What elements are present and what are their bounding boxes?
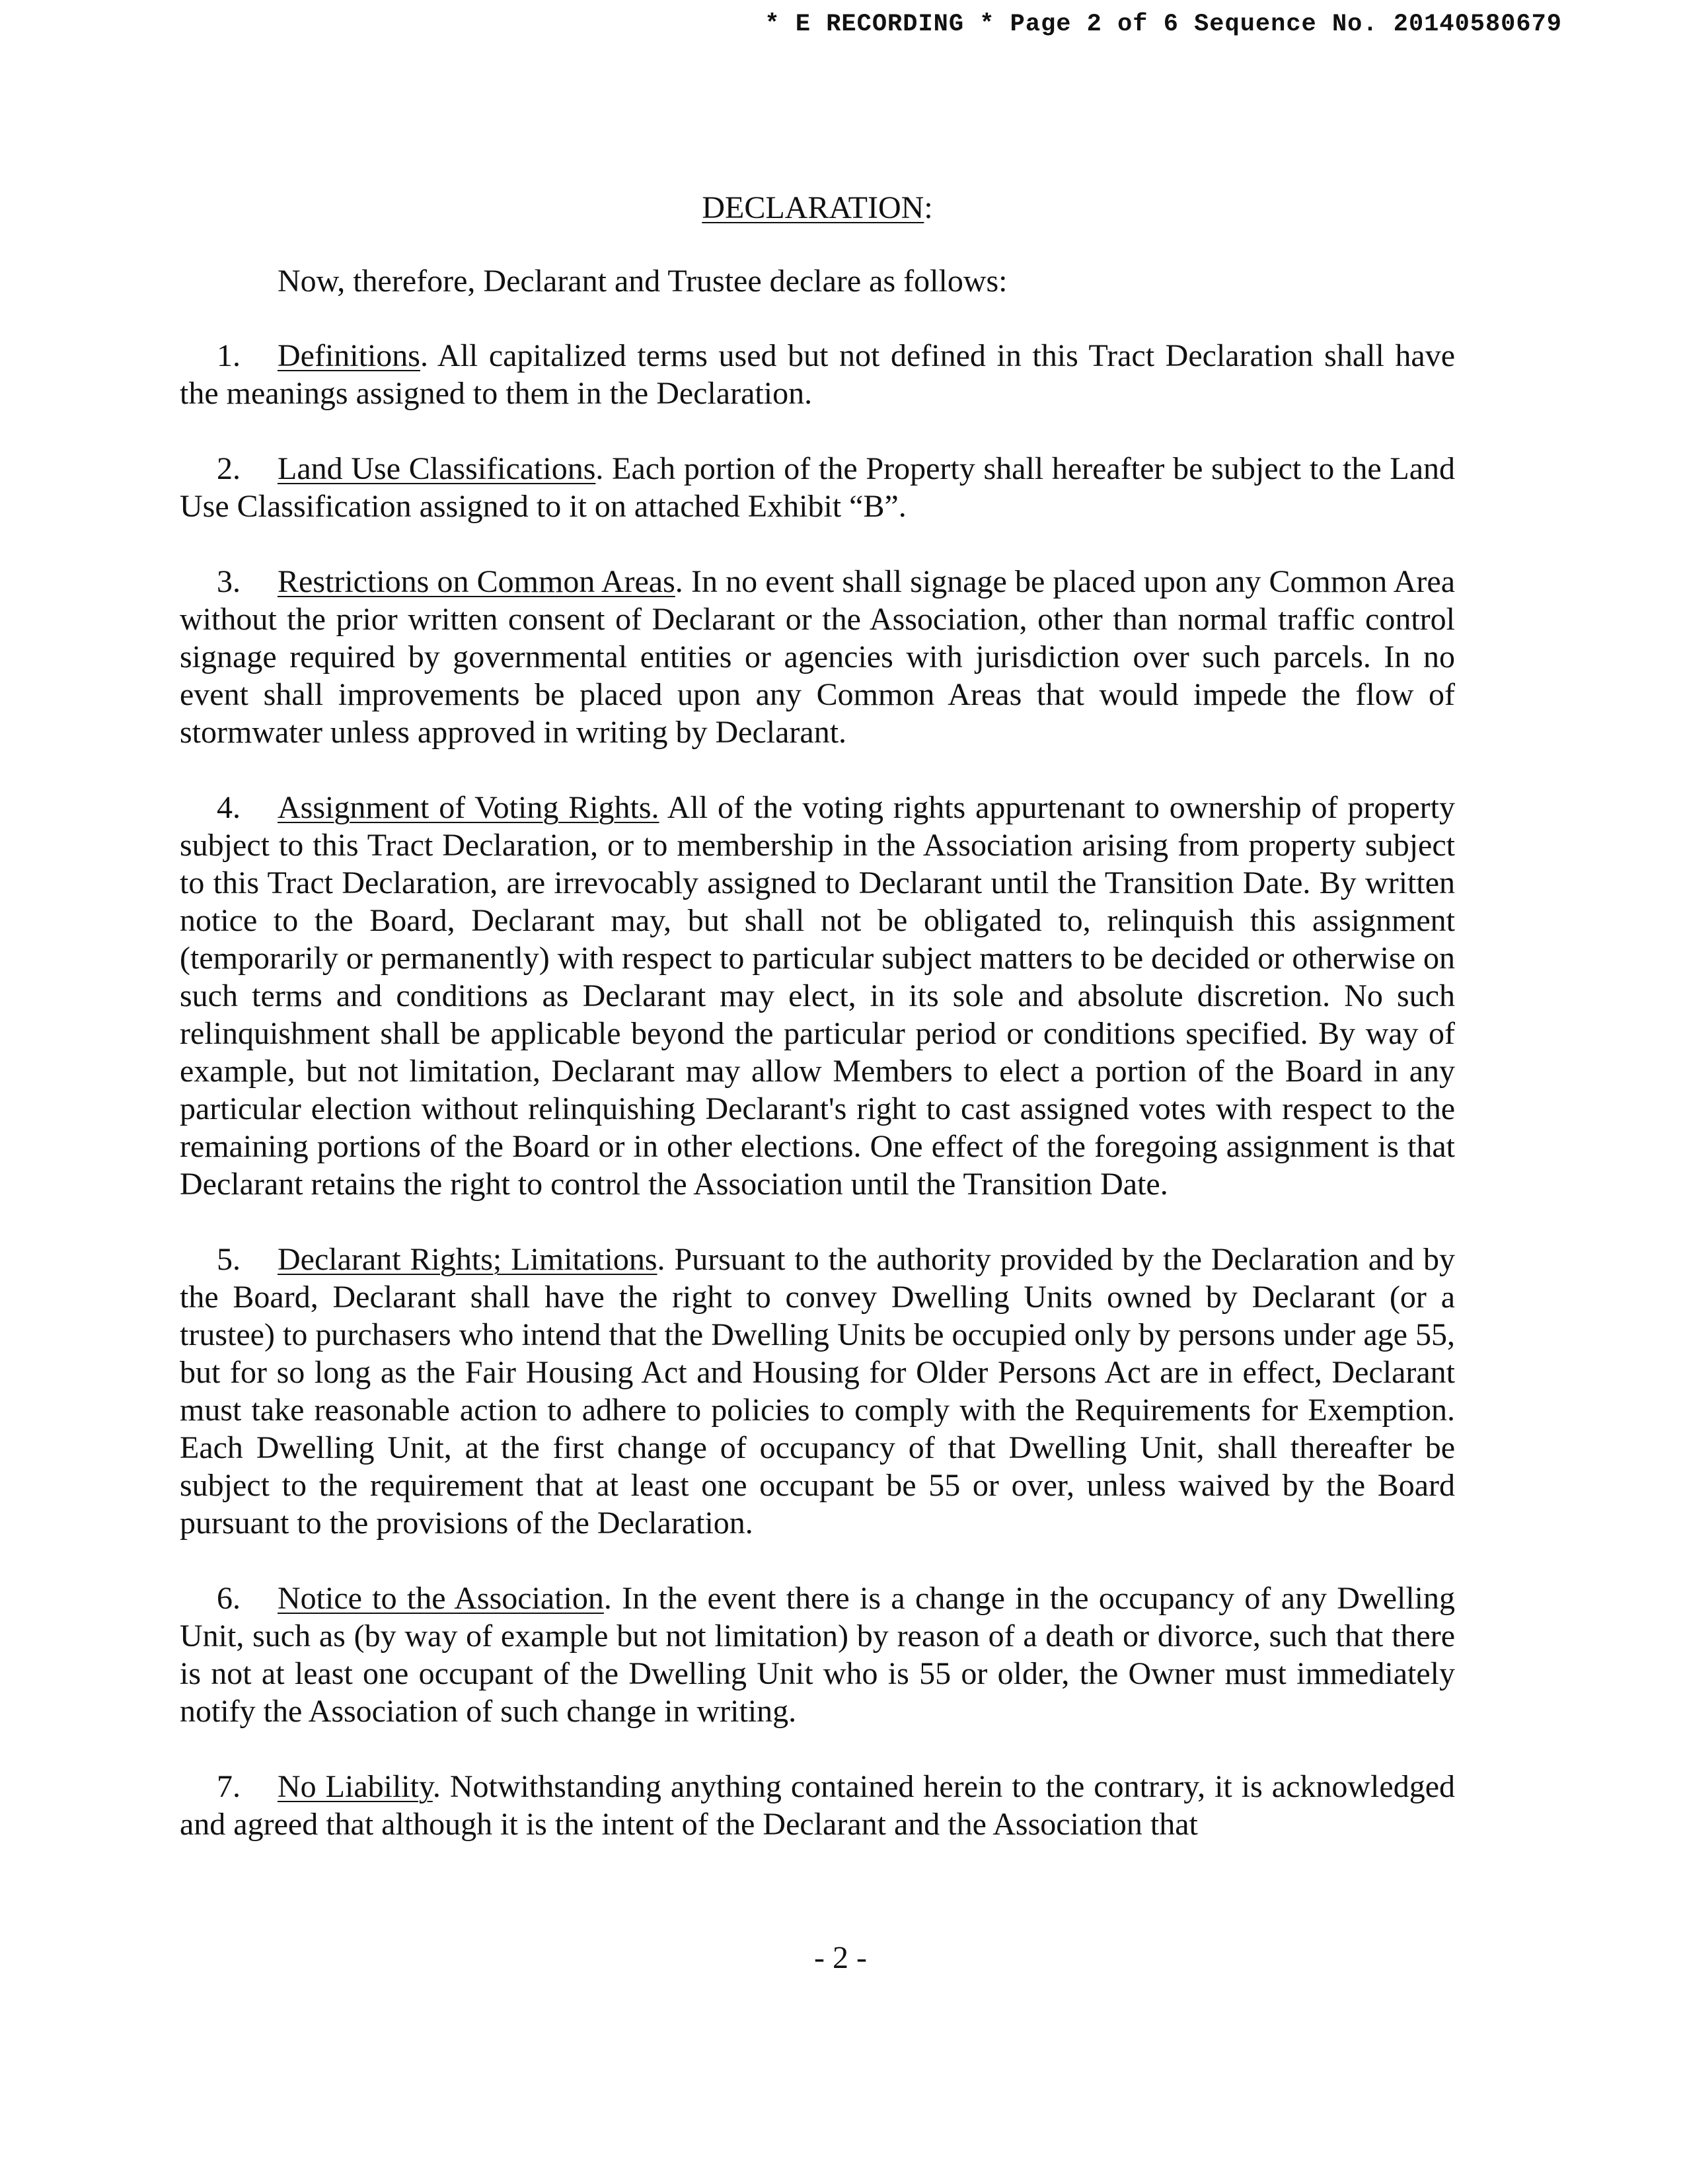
section-voting-rights — [180, 789, 1455, 1203]
section-heading: Definitions — [278, 338, 420, 373]
heading-suffix: . — [420, 338, 428, 373]
heading-suffix: . — [595, 451, 604, 486]
section-number: 7. — [217, 1769, 241, 1804]
heading-suffix: . — [603, 1581, 612, 1616]
section-notice — [180, 1580, 1455, 1730]
section-land-use — [180, 450, 1455, 525]
heading-suffix: . — [657, 1242, 665, 1277]
section-body: Pursuant to the authority provided by the Declaration and by the Board, Declarant shall have the right to convey Dwelling Units owned by Declarant (or a trustee) to purchasers who intend that the Dwelling Units be occupied only by persons under age 55, but for so long as the Fair Housing Act and Housing for Older Persons Act are in effect, Declarant must take reasonable action to adhere to policies to comply with the Requirements for Exemption. Each Dwelling Unit, at the first change of occupancy of that Dwelling Unit, shall thereafter be subject to the requirement that at least one occupant be 55 or over, unless waived by the Board pursuant to the provisions of the Declaration. — [180, 1242, 1455, 1541]
title-text: DECLARATION — [702, 190, 924, 225]
section-declarant-rights — [180, 1241, 1455, 1542]
section-heading: Declarant Rights; Limitations — [278, 1242, 657, 1277]
section-body: All of the voting rights appurtenant to ownership of property subject to this Tract Declaration, or to membership in the Association arising from property subject to this Tract Declaration, are irrevocably assigned to Declarant until the Transition Date. By written notice to the Board, Declarant may, but shall not be obligated to, relinquish this assignment (temporarily or permanently) with respect to particular subject matters to be decided or otherwise on such terms and conditions as Declarant may elect, in its sole and absolute discretion. No such relinquishment shall be applicable beyond the particular period or conditions specified. By way of example, but not limitation, Declarant may allow Members to elect a portion of the Board in any particular election without relinquishing Declarant's right to cast assigned votes with respect to the remaining portions of the Board or in other elections. One effect of the foregoing assignment is that Declarant retains the right to control the Association until the Transition Date. — [180, 790, 1455, 1202]
section-number: 4. — [217, 790, 241, 825]
section-body: All capitalized terms used but not defined in this Tract Declaration shall have the meanings assigned to them in the Declaration. — [180, 338, 1455, 411]
section-body: In no event shall signage be placed upon any Common Area without the prior written consent of Declarant or the Association, other than normal traffic control signage required by governmental entities or agencies with jurisdiction over such parcels. In no event shall improvements be placed upon any Common Areas that would impede the flow of stormwater unless approved in writing by Declarant. — [180, 564, 1455, 750]
section-number: 3. — [217, 564, 241, 599]
section-heading: Land Use Classifications — [278, 451, 596, 486]
heading-suffix: . — [432, 1769, 441, 1804]
section-heading: Assignment of Voting Rights. — [278, 790, 659, 825]
document-title — [180, 189, 1455, 227]
section-number: 5. — [217, 1242, 241, 1277]
section-number: 1. — [217, 338, 241, 373]
section-heading: Restrictions on Common Areas — [278, 564, 675, 599]
section-common-areas — [180, 563, 1455, 751]
document-body — [180, 189, 1455, 1843]
section-heading: No Liability — [278, 1769, 433, 1804]
section-definitions — [180, 337, 1455, 412]
section-number: 6. — [217, 1581, 241, 1616]
section-body: Each portion of the Property shall hereafter be subject to the Land Use Classification assigned to it on attached Exhibit “B”. — [180, 451, 1456, 524]
recording-header: * E RECORDING * Page 2 of 6 Sequence No. 20140580679 — [765, 11, 1562, 38]
section-number: 2. — [217, 451, 241, 486]
section-heading: Notice to the Association — [278, 1581, 604, 1616]
section-body: In the event there is a change in the occupancy of any Dwelling Unit, such as (by way of example but not limitation) by reason of a death or divorce, such that there is not at least one occupant of the Dwelling Unit who is 55 or older, the Owner must immediately notify the Association of such change in writing. — [180, 1581, 1456, 1729]
page-number: - 2 - — [814, 1940, 867, 1975]
title-suffix: : — [924, 190, 933, 225]
section-no-liability — [180, 1768, 1455, 1843]
heading-suffix: . — [675, 564, 683, 599]
section-body: Notwithstanding anything contained herein to the contrary, it is acknowledged and agreed that although it is the intent of the Declarant and the Association that — [180, 1769, 1455, 1842]
intro-paragraph: Now, therefore, Declarant and Trustee declare as follows: — [278, 264, 1008, 299]
